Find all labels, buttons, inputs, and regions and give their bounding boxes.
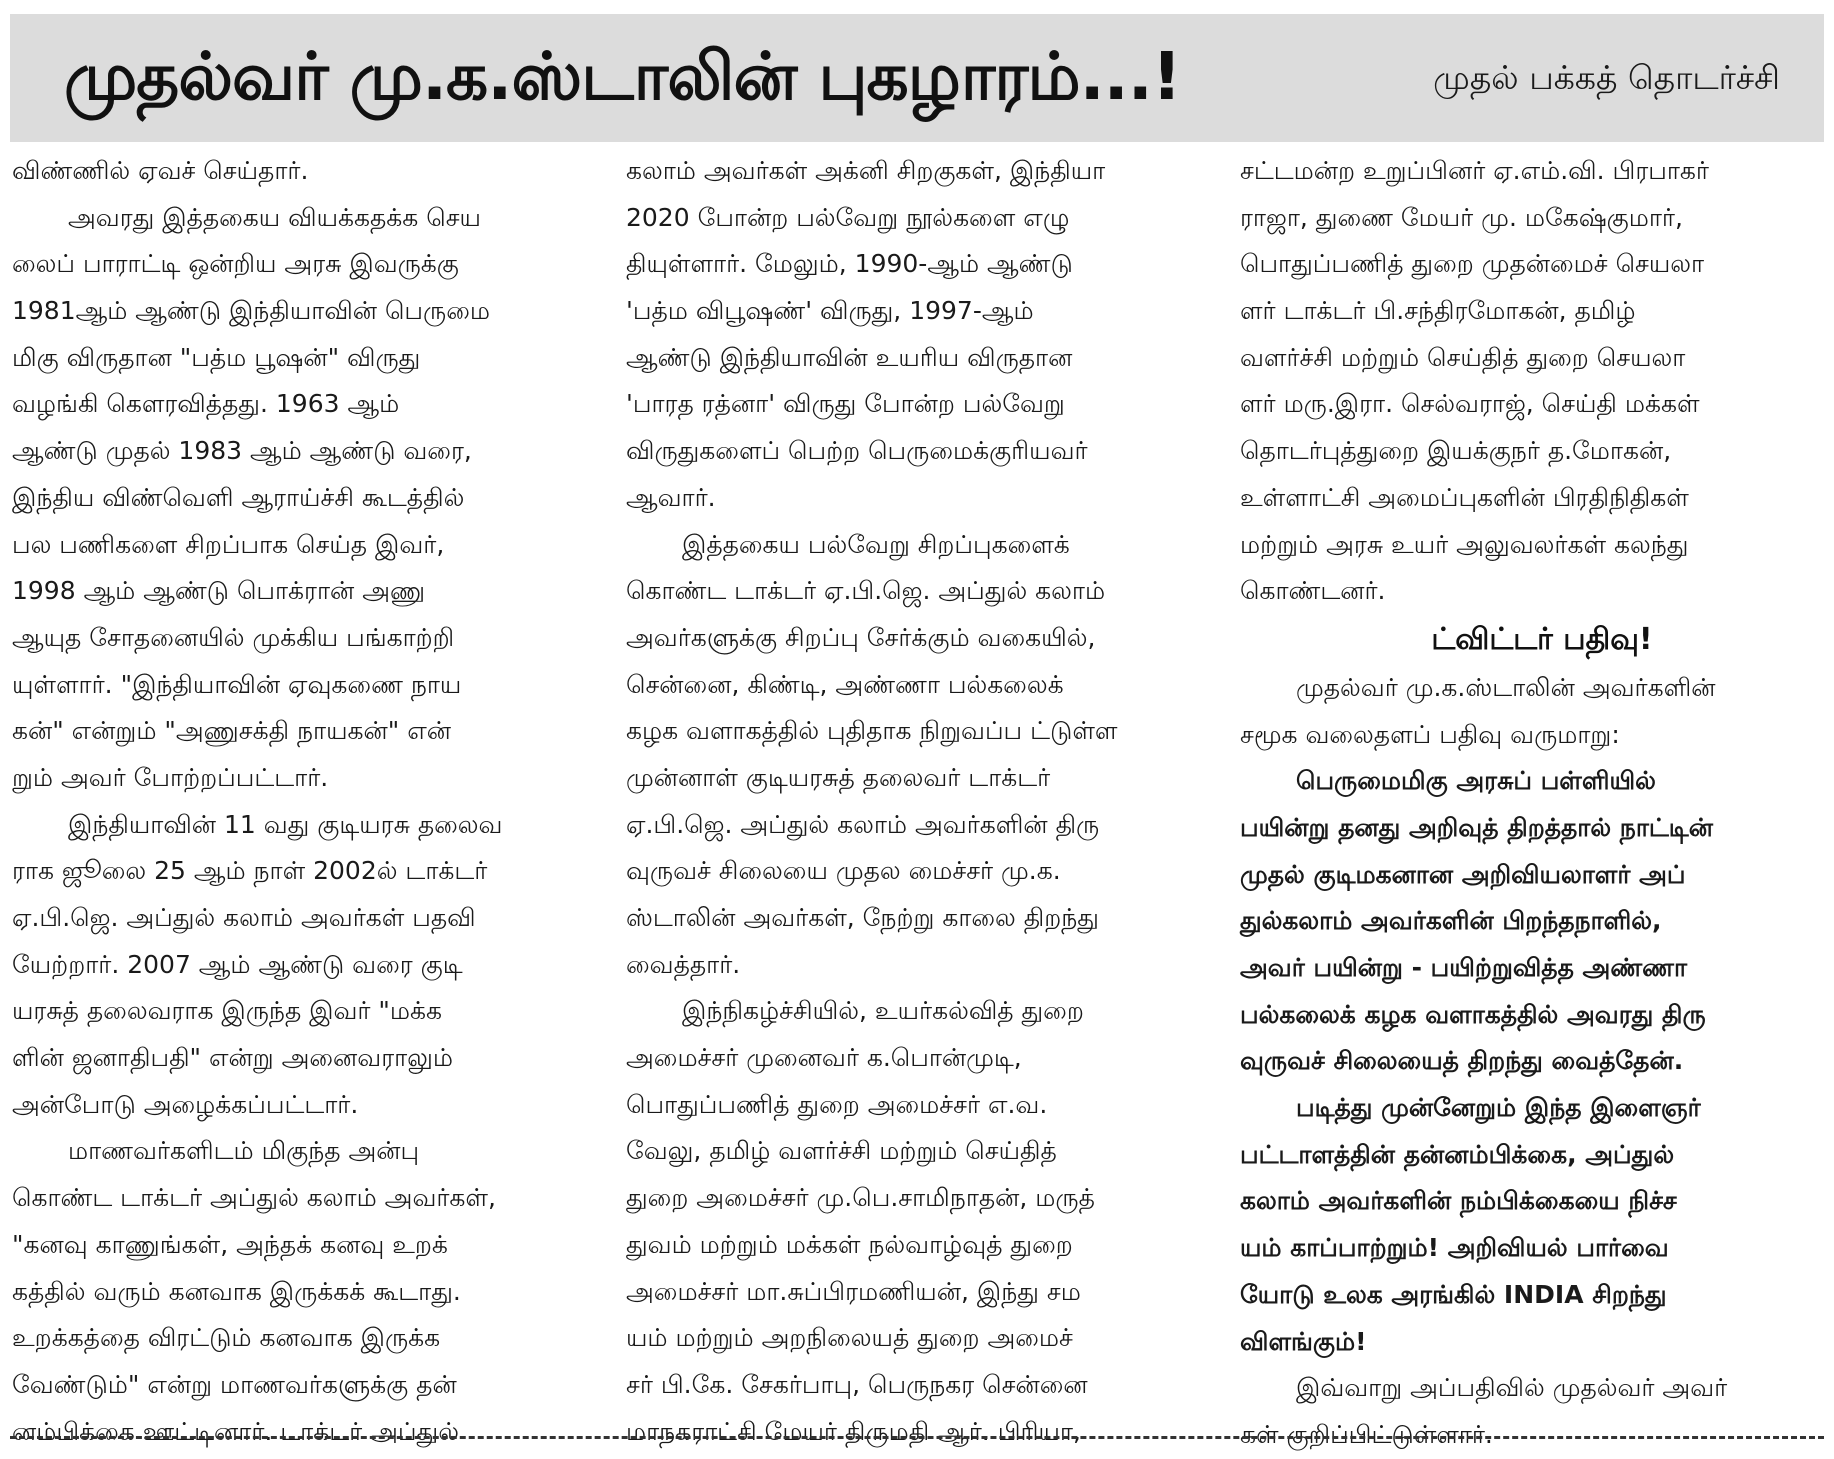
text-line: பொதுப்பணித் துறை அமைச்சர் எ.வ. <box>626 1089 1048 1119</box>
text-line: அவரது இத்தகைய வியக்கதக்க செய <box>68 202 481 232</box>
text-line: இந்நிகழ்ச்சியில், உயர்கல்வித் துறை <box>682 996 1084 1026</box>
text-line: ளின் ஜனாதிபதி" என்று அனைவராலும் <box>12 1043 454 1073</box>
text-line: முன்னாள் குடியரசுத் தலைவர் டாக்டர் <box>626 762 1051 792</box>
text-line: துறை அமைச்சர் மு.பெ.சாமிநாதன், மருத் <box>626 1183 1095 1213</box>
text-line: வேலு, தமிழ் வளர்ச்சி மற்றும் செய்தித் <box>626 1136 1057 1166</box>
text-line: இந்திய விண்வெளி ஆராய்ச்சி கூடத்தில் <box>12 482 465 512</box>
text-line: துல்கலாம் அவர்களின் பிறந்தநாளில், <box>1240 906 1662 936</box>
text-line: 2020 போன்ற பல்வேறு நூல்களை எழு <box>626 202 1070 232</box>
text-line: யோடு உலக அரங்கில் INDIA சிறந்து <box>1240 1279 1667 1309</box>
text-line: அன்போடு அழைக்கப்பட்டார். <box>12 1089 359 1119</box>
text-line: றும் அவர் போற்றப்பட்டார். <box>12 762 329 792</box>
text-line: லைப் பாராட்டி ஒன்றிய அரசு இவருக்கு <box>12 249 459 279</box>
text-line: பொதுப்பணித் துறை முதன்மைச் செயலா <box>1240 249 1705 279</box>
text-line: ஆண்டு இந்தியாவின் உயரிய விருதான <box>626 342 1073 372</box>
article-column-2 <box>626 148 1210 1446</box>
text-line: ஸ்டாலின் அவர்கள், நேற்று காலை திறந்து <box>626 903 1099 932</box>
text-line: இத்தகைய பல்வேறு சிறப்புகளைக் <box>682 529 1070 559</box>
text-line: வழங்கி கௌரவித்தது. 1963 ஆம் <box>12 389 400 419</box>
text-line: மிகு விருதான "பத்ம பூஷன்" விருது <box>12 342 421 372</box>
text-line: அமைச்சர் மா.சுப்பிரமணியன், இந்து சம <box>626 1276 1081 1306</box>
text-line: ளர் டாக்டர் பி.சந்திரமோகன், தமிழ் <box>1240 296 1636 326</box>
text-line: விருதுகளைப் பெற்ற பெருமைக்குரியவர் <box>626 436 1088 466</box>
text-line: ஆயுத சோதனையில் முக்கிய பங்காற்றி <box>12 622 455 652</box>
top-strip <box>0 0 1834 12</box>
text-line: தொடர்புத்துறை இயக்குநர் த.மோகன், <box>1240 436 1672 466</box>
text-line: கொண்ட டாக்டர் அப்துல் கலாம் அவர்கள், <box>12 1183 496 1213</box>
text-line: கலாம் அவர்கள் அக்னி சிறகுகள், இந்தியா <box>626 156 1106 185</box>
text-line: 1981ஆம் ஆண்டு இந்தியாவின் பெருமை <box>12 296 490 326</box>
text-line: கழக வளாகத்தில் புதிதாக நிறுவப்ப ட்டுள்ள <box>626 716 1118 746</box>
section-heading-twitter-post: ட்விட்டர் பதிவு! <box>1431 621 1653 657</box>
text-line: மாநகராட்சி மேயர் திருமதி ஆர். பிரியா, <box>626 1416 1081 1446</box>
text-line: கலாம் அவர்களின் நம்பிக்கையை நிச்ச <box>1240 1186 1677 1216</box>
text-line: வளர்ச்சி மற்றும் செய்தித் துறை செயலா <box>1240 342 1686 372</box>
text-line: கொண்டனர். <box>1240 576 1386 606</box>
text-line: அவர்களுக்கு சிறப்பு சேர்க்கும் வகையில், <box>626 622 1096 652</box>
text-line: அவர் பயின்று - பயிற்றுவித்த அண்ணா <box>1240 953 1688 982</box>
text-line: சமூக வலைதளப் பதிவு வருமாறு: <box>1240 719 1620 749</box>
text-line: இவ்வாறு அப்பதிவில் முதல்வர் அவர் <box>1296 1373 1728 1403</box>
text-line: யுள்ளார். "இந்தியாவின் ஏவுகணை நாய <box>12 669 462 699</box>
text-line: வுருவச் சிலையை முதல மைச்சர் மு.க. <box>626 856 1061 886</box>
text-line: விண்ணில் ஏவச் செய்தார். <box>12 156 309 185</box>
text-line: வுருவச் சிலையைத் திறந்து வைத்தேன். <box>1240 1046 1684 1076</box>
text-line: முதல் குடிமகனான அறிவியலாளர் அப் <box>1240 859 1686 889</box>
text-line: உறக்கத்தை விரட்டும் கனவாக இருக்க <box>12 1323 441 1353</box>
text-line: ஏ.பி.ஜெ. அப்துல் கலாம் அவர்கள் பதவி <box>12 903 476 932</box>
text-line: படித்து முன்னேறும் இந்த இளைஞர் <box>1296 1093 1701 1123</box>
continuation-label: முதல் பக்கத் தொடர்ச்சி <box>1433 58 1780 97</box>
text-line: கொண்ட டாக்டர் ஏ.பி.ஜெ. அப்துல் கலாம் <box>626 576 1106 606</box>
text-line: துவம் மற்றும் மக்கள் நல்வாழ்வுத் துறை <box>626 1229 1073 1259</box>
article-column-1 <box>12 148 596 1446</box>
text-line: ஏ.பி.ஜெ. அப்துல் கலாம் அவர்களின் திரு <box>626 809 1100 839</box>
text-line: சர் பி.கே. சேகர்பாபு, பெருநகர சென்னை <box>626 1369 1088 1399</box>
text-line: யம் காப்பாற்றும்! அறிவியல் பார்வை <box>1240 1233 1669 1263</box>
text-line: 1998 ஆம் ஆண்டு பொக்ரான் அணு <box>12 576 426 606</box>
text-line: யேற்றார். 2007 ஆம் ஆண்டு வரை குடி <box>12 949 463 979</box>
text-line: கள் குறிப்பிட்டுள்ளார். <box>1240 1419 1493 1449</box>
text-line: ஆவார். <box>626 482 716 512</box>
text-line: ராக ஜூலை 25 ஆம் நாள் 2002ல் டாக்டர் <box>12 856 488 886</box>
text-line: யம் மற்றும் அறநிலையத் துறை அமைச் <box>626 1323 1073 1353</box>
text-line: சென்னை, கிண்டி, அண்ணா பல்கலைக் <box>626 669 1064 699</box>
text-line: வைத்தார். <box>626 949 741 979</box>
text-line: பயின்று தனது அறிவுத் திறத்தால் நாட்டின் <box>1240 812 1713 842</box>
text-line: விளங்கும்! <box>1240 1326 1367 1356</box>
text-line: 'பத்ம விபூஷண்' விருது, 1997-ஆம் <box>626 296 1034 326</box>
headline: முதல்வர் மு.க.ஸ்டாலின் புகழாரம்...! <box>64 38 1181 115</box>
text-line: தியுள்ளார். மேலும், 1990-ஆம் ஆண்டு <box>626 249 1073 279</box>
text-line: வேண்டும்" என்று மாணவர்களுக்கு தன் <box>12 1369 457 1399</box>
text-line: ளர் மரு.இரா. செல்வராஜ், செய்தி மக்கள் <box>1240 389 1700 419</box>
text-line: பெருமைமிகு அரசுப் பள்ளியில் <box>1296 766 1656 796</box>
text-line: உள்ளாட்சி அமைப்புகளின் பிரதிநிதிகள் <box>1240 482 1689 512</box>
text-line: இந்தியாவின் 11 வது குடியரசு தலைவ <box>68 809 503 839</box>
text-line: னம்பிக்கை ஊட்டினார். டாக்டர் அப்துல் <box>12 1416 459 1446</box>
text-line: மாணவர்களிடம் மிகுந்த அன்பு <box>68 1136 420 1166</box>
text-line: பட்டாளத்தின் தன்னம்பிக்கை, அப்துல் <box>1240 1139 1675 1169</box>
text-line: அமைச்சர் முனைவர் க.பொன்முடி, <box>626 1043 1022 1073</box>
text-line: பல்கலைக் கழக வளாகத்தில் அவரது திரு <box>1240 999 1706 1029</box>
article-column-3 <box>1240 148 1824 1449</box>
text-line: மற்றும் அரசு உயர் அலுவலர்கள் கலந்து <box>1240 529 1689 559</box>
text-line: பல பணிகளை சிறப்பாக செய்த இவர், <box>12 529 445 559</box>
text-line: ராஜா, துணை மேயர் மு. மகேஷ்குமார், <box>1240 202 1683 232</box>
text-line: கத்தில் வரும் கனவாக இருக்கக் கூடாது. <box>12 1276 461 1306</box>
text-line: 'பாரத ரத்னா' விருது போன்ற பல்வேறு <box>626 389 1065 419</box>
text-line: யரசுத் தலைவராக இருந்த இவர் "மக்க <box>12 996 443 1026</box>
text-line: ஆண்டு முதல் 1983 ஆம் ஆண்டு வரை, <box>12 436 472 466</box>
text-line: "கனவு காணுங்கள், அந்தக் கனவு உறக் <box>12 1229 448 1259</box>
text-line: கன்" என்றும் "அணுசக்தி நாயகன்" என் <box>12 716 451 746</box>
headline-banner <box>10 14 1824 142</box>
text-line: முதல்வர் மு.க.ஸ்டாலின் அவர்களின் <box>1296 672 1716 702</box>
text-line: சட்டமன்ற உறுப்பினர் ஏ.எம்.வி. பிரபாகர் <box>1240 156 1709 185</box>
bottom-dashed-rule <box>10 1436 1824 1439</box>
